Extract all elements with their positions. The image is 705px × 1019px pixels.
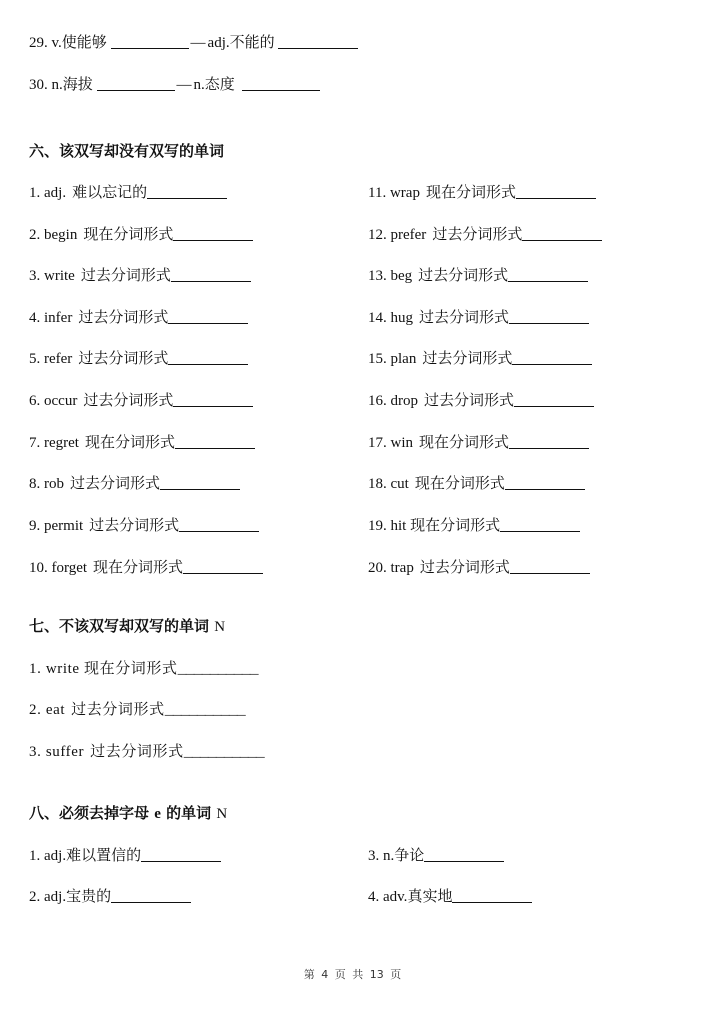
- answer-blank[interactable]: [168, 363, 248, 365]
- answer-blank[interactable]: [175, 447, 255, 449]
- section-6-item: [29, 390, 253, 411]
- section-7-item: [29, 699, 245, 721]
- item-word: cut: [390, 476, 409, 492]
- item-word: refer: [44, 351, 73, 367]
- item-word: adj.: [44, 185, 67, 201]
- answer-blank[interactable]: [111, 901, 191, 903]
- answer-blank[interactable]: [141, 860, 221, 862]
- item-task: 现在分词形式: [93, 558, 184, 576]
- item-task: 过去分词形式: [422, 349, 513, 367]
- item-task: 现在分词形式: [84, 433, 175, 451]
- item-number: 1.: [29, 661, 42, 677]
- heading-letter: e: [154, 806, 161, 822]
- item-number: 3.: [368, 848, 380, 864]
- answer-blank[interactable]: [509, 447, 589, 449]
- answer-blank[interactable]: [179, 530, 259, 532]
- section-6-item: [29, 515, 259, 536]
- section-6-item: [368, 265, 588, 286]
- item-task: 过去分词形式: [80, 266, 171, 284]
- item-29: [29, 32, 358, 53]
- answer-blank[interactable]: [500, 530, 580, 532]
- item-word: rob: [44, 476, 64, 492]
- item-number: 19.: [368, 518, 387, 534]
- answer-blank[interactable]: [97, 89, 175, 91]
- part-of-speech: n.: [383, 848, 395, 864]
- dash-separator: —: [176, 77, 192, 93]
- section-8-item: [368, 845, 504, 866]
- section-6-item: [29, 182, 227, 203]
- item-number: 29.: [29, 35, 48, 51]
- item-task: 现在分词形式: [419, 433, 510, 451]
- item-task: 现在分词形式: [410, 516, 501, 534]
- item-number: 14.: [368, 310, 387, 326]
- item-number: 10.: [29, 560, 48, 576]
- section-6-item: [368, 515, 580, 536]
- item-number: 3.: [29, 744, 42, 760]
- section-6-item: [368, 390, 594, 411]
- item-number: 13.: [368, 268, 387, 284]
- item-word: hit: [390, 518, 407, 534]
- section-8-item: [29, 845, 221, 866]
- answer-blank[interactable]: [160, 488, 240, 490]
- section-6-item: [368, 432, 589, 453]
- heading-suffix: N: [216, 806, 228, 822]
- item-number: 2.: [29, 702, 42, 718]
- item-task: 过去分词形式: [83, 391, 174, 409]
- item-number: 9.: [29, 518, 41, 534]
- section-7-item: [29, 658, 258, 680]
- dash-separator: —: [190, 35, 206, 51]
- part-of-speech: adj.: [207, 35, 230, 51]
- item-number: 18.: [368, 476, 387, 492]
- item-number: 1.: [29, 185, 41, 201]
- item-word: trap: [390, 560, 414, 576]
- item-task: 现在分词形式: [84, 659, 178, 677]
- item-task: 过去分词形式: [419, 308, 510, 326]
- part-of-speech: adj.: [44, 848, 67, 864]
- answer-blank[interactable]: [171, 280, 251, 282]
- item-task: 过去分词形式: [70, 474, 161, 492]
- item-word: plan: [390, 351, 417, 367]
- item-task: 现在分词形式: [414, 474, 505, 492]
- item-number: 4.: [368, 889, 380, 905]
- item-word: write: [44, 268, 75, 284]
- heading-text: 的单词: [160, 804, 212, 822]
- item-task: 现在分词形式: [425, 183, 516, 201]
- heading-text: 八、必须去掉字母: [29, 804, 155, 822]
- item-task: 过去分词形式: [419, 558, 510, 576]
- section-6-item: [29, 348, 248, 369]
- item-number: 2.: [29, 889, 41, 905]
- item-task: 过去分词形式: [71, 700, 165, 718]
- item-word: drop: [390, 393, 418, 409]
- section-6-heading: 六、该双写却没有双写的单词: [29, 142, 225, 160]
- answer-blank[interactable]: [512, 363, 592, 365]
- item-number: 1.: [29, 848, 41, 864]
- item-number: 3.: [29, 268, 41, 284]
- section-6-item: [29, 224, 253, 245]
- section-6-item: [368, 348, 592, 369]
- part-of-speech: v.: [51, 35, 62, 51]
- answer-blank[interactable]: [516, 197, 596, 199]
- answer-blank[interactable]: [183, 572, 263, 574]
- section-8-item: [368, 886, 532, 907]
- item-number: 15.: [368, 351, 387, 367]
- answer-blank[interactable]: [147, 197, 227, 199]
- item-number: 4.: [29, 310, 41, 326]
- section-6-item: [368, 307, 589, 328]
- item-number: 8.: [29, 476, 41, 492]
- heading-text: 七、不该双写却双写的单词: [29, 617, 210, 635]
- item-word: wrap: [389, 185, 420, 201]
- section-6-item: [368, 473, 585, 494]
- chinese-meaning: 态度: [204, 75, 235, 93]
- answer-blank[interactable]: [522, 239, 602, 241]
- item-number: 17.: [368, 435, 387, 451]
- answer-blank[interactable]: [424, 860, 504, 862]
- item-word: begin: [44, 227, 78, 243]
- item-task: 现在分词形式: [83, 225, 174, 243]
- section-6-item: [29, 473, 240, 494]
- item-task: 难以忘记的: [72, 183, 148, 201]
- chinese-meaning: 难以置信的: [66, 846, 142, 864]
- answer-blank[interactable]: [242, 89, 320, 91]
- item-word: prefer: [390, 227, 427, 243]
- item-task: 过去分词形式: [424, 391, 515, 409]
- answer-blank[interactable]: [452, 901, 532, 903]
- answer-blank[interactable]: [505, 488, 585, 490]
- chinese-meaning: 海拔: [62, 75, 93, 93]
- part-of-speech: adj.: [44, 889, 67, 905]
- section-6-item: [29, 265, 251, 286]
- section-6-item: [368, 182, 596, 203]
- chinese-meaning: 争论: [394, 846, 425, 864]
- item-word: occur: [44, 393, 78, 409]
- section-6-item: [29, 307, 248, 328]
- section-6-item: [368, 224, 602, 245]
- chinese-meaning: 不能的: [229, 33, 275, 51]
- item-number: 12.: [368, 227, 387, 243]
- answer-blank[interactable]: [173, 239, 253, 241]
- chinese-meaning: 宝贵的: [66, 887, 112, 905]
- answer-blank[interactable]: [514, 405, 594, 407]
- section-8-heading: [29, 803, 227, 824]
- answer-blank[interactable]: [278, 47, 358, 49]
- answer-blank[interactable]: [111, 47, 189, 49]
- item-number: 7.: [29, 435, 41, 451]
- chinese-meaning: 真实地: [407, 887, 453, 905]
- item-number: 6.: [29, 393, 41, 409]
- part-of-speech: adv.: [383, 889, 408, 905]
- item-word: eat: [45, 702, 66, 718]
- chinese-meaning: 使能够: [61, 33, 107, 51]
- item-number: 16.: [368, 393, 387, 409]
- page-footer: 第 4 页 共 13 页: [303, 968, 402, 981]
- item-word: hug: [390, 310, 413, 326]
- answer-blank[interactable]: [510, 572, 590, 574]
- item-task: 过去分词形式: [418, 266, 509, 284]
- item-number: 2.: [29, 227, 41, 243]
- section-6-item: [29, 432, 255, 453]
- section-6-item: [29, 557, 263, 578]
- item-30: [29, 74, 320, 95]
- item-number: 5.: [29, 351, 41, 367]
- answer-blank[interactable]: __________: [164, 702, 245, 719]
- item-number: 20.: [368, 560, 387, 576]
- item-word: infer: [44, 310, 73, 326]
- answer-blank[interactable]: [168, 322, 248, 324]
- item-word: write: [45, 661, 80, 677]
- item-word: win: [390, 435, 413, 451]
- item-word: permit: [44, 518, 84, 534]
- part-of-speech: n.: [51, 77, 63, 93]
- section-7-heading: [29, 616, 225, 637]
- answer-blank[interactable]: [508, 280, 588, 282]
- section-8-item: [29, 886, 191, 907]
- item-word: suffer: [45, 744, 85, 760]
- item-task: 过去分词形式: [90, 742, 184, 760]
- item-number: 30.: [29, 77, 48, 93]
- section-6-item: [368, 557, 590, 578]
- item-number: 11.: [368, 185, 387, 201]
- heading-suffix: N: [214, 619, 226, 635]
- answer-blank[interactable]: [509, 322, 589, 324]
- section-7-item: [29, 741, 264, 763]
- part-of-speech: n.: [193, 77, 205, 93]
- item-task: 过去分词形式: [432, 225, 523, 243]
- answer-blank[interactable]: __________: [177, 661, 258, 678]
- item-task: 过去分词形式: [78, 308, 169, 326]
- item-word: regret: [44, 435, 79, 451]
- item-word: beg: [390, 268, 413, 284]
- answer-blank[interactable]: __________: [183, 744, 264, 761]
- item-word: forget: [51, 560, 88, 576]
- answer-blank[interactable]: [173, 405, 253, 407]
- item-task: 过去分词形式: [78, 349, 169, 367]
- item-task: 过去分词形式: [89, 516, 180, 534]
